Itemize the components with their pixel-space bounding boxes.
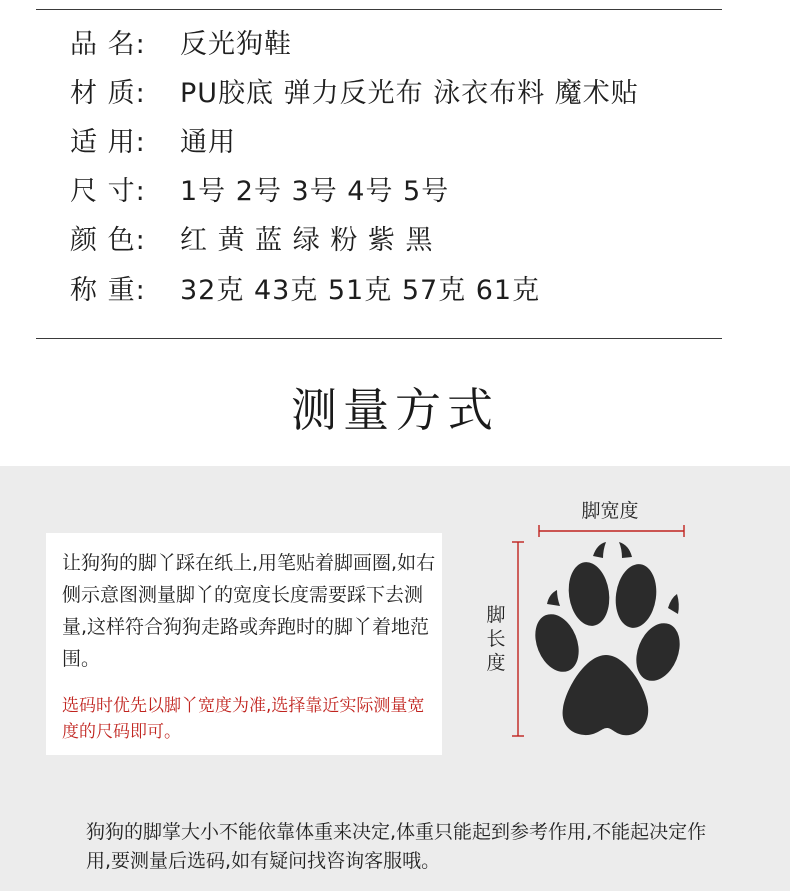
spec-label: 品 名: — [70, 29, 146, 60]
length-label-char: 长 — [486, 628, 506, 650]
spec-value: 反光狗鞋 — [180, 29, 292, 60]
spec-label: 称 重: — [70, 275, 146, 306]
paw-print-icon — [527, 542, 688, 735]
length-dimension-line — [512, 542, 524, 736]
spec-value: PU胶底 弹力反光布 泳衣布料 魔术贴 — [180, 78, 639, 109]
footer-note: 狗狗的脚掌大小不能依靠体重来决定,体重只能起到参考作用,不能起决定作用,要测量后选码,如有疑问找咨询客服哦。 — [86, 821, 707, 872]
length-label-char: 度 — [486, 652, 506, 674]
spec-value: 通用 — [180, 127, 236, 158]
spec-label: 颜 色: — [70, 225, 146, 256]
width-dimension-line — [539, 525, 684, 537]
section-title: 测量方式 — [291, 383, 499, 437]
spec-value: 1号 2号 3号 4号 5号 — [180, 176, 450, 207]
spec-label: 材 质: — [70, 78, 146, 109]
width-label: 脚宽度 — [581, 500, 639, 522]
instruction-note: 选码时优先以脚丫宽度为准,选择靠近实际测量宽度的尺码即可。 — [62, 696, 425, 742]
instruction-text: 让狗狗的脚丫踩在纸上,用笔贴着脚画圈,如右侧示意图测量脚丫的宽度长度需要踩下去测量,这样符合狗狗走路或奔跑时的脚丫着地范围。 — [62, 552, 436, 670]
spec-label: 适 用: — [70, 127, 146, 158]
spec-value: 32克 43克 51克 57克 61克 — [180, 275, 541, 306]
spec-label: 尺 寸: — [70, 176, 146, 207]
length-label-char: 脚 — [486, 604, 506, 626]
spec-value: 红 黄 蓝 绿 粉 紫 黑 — [180, 225, 434, 256]
